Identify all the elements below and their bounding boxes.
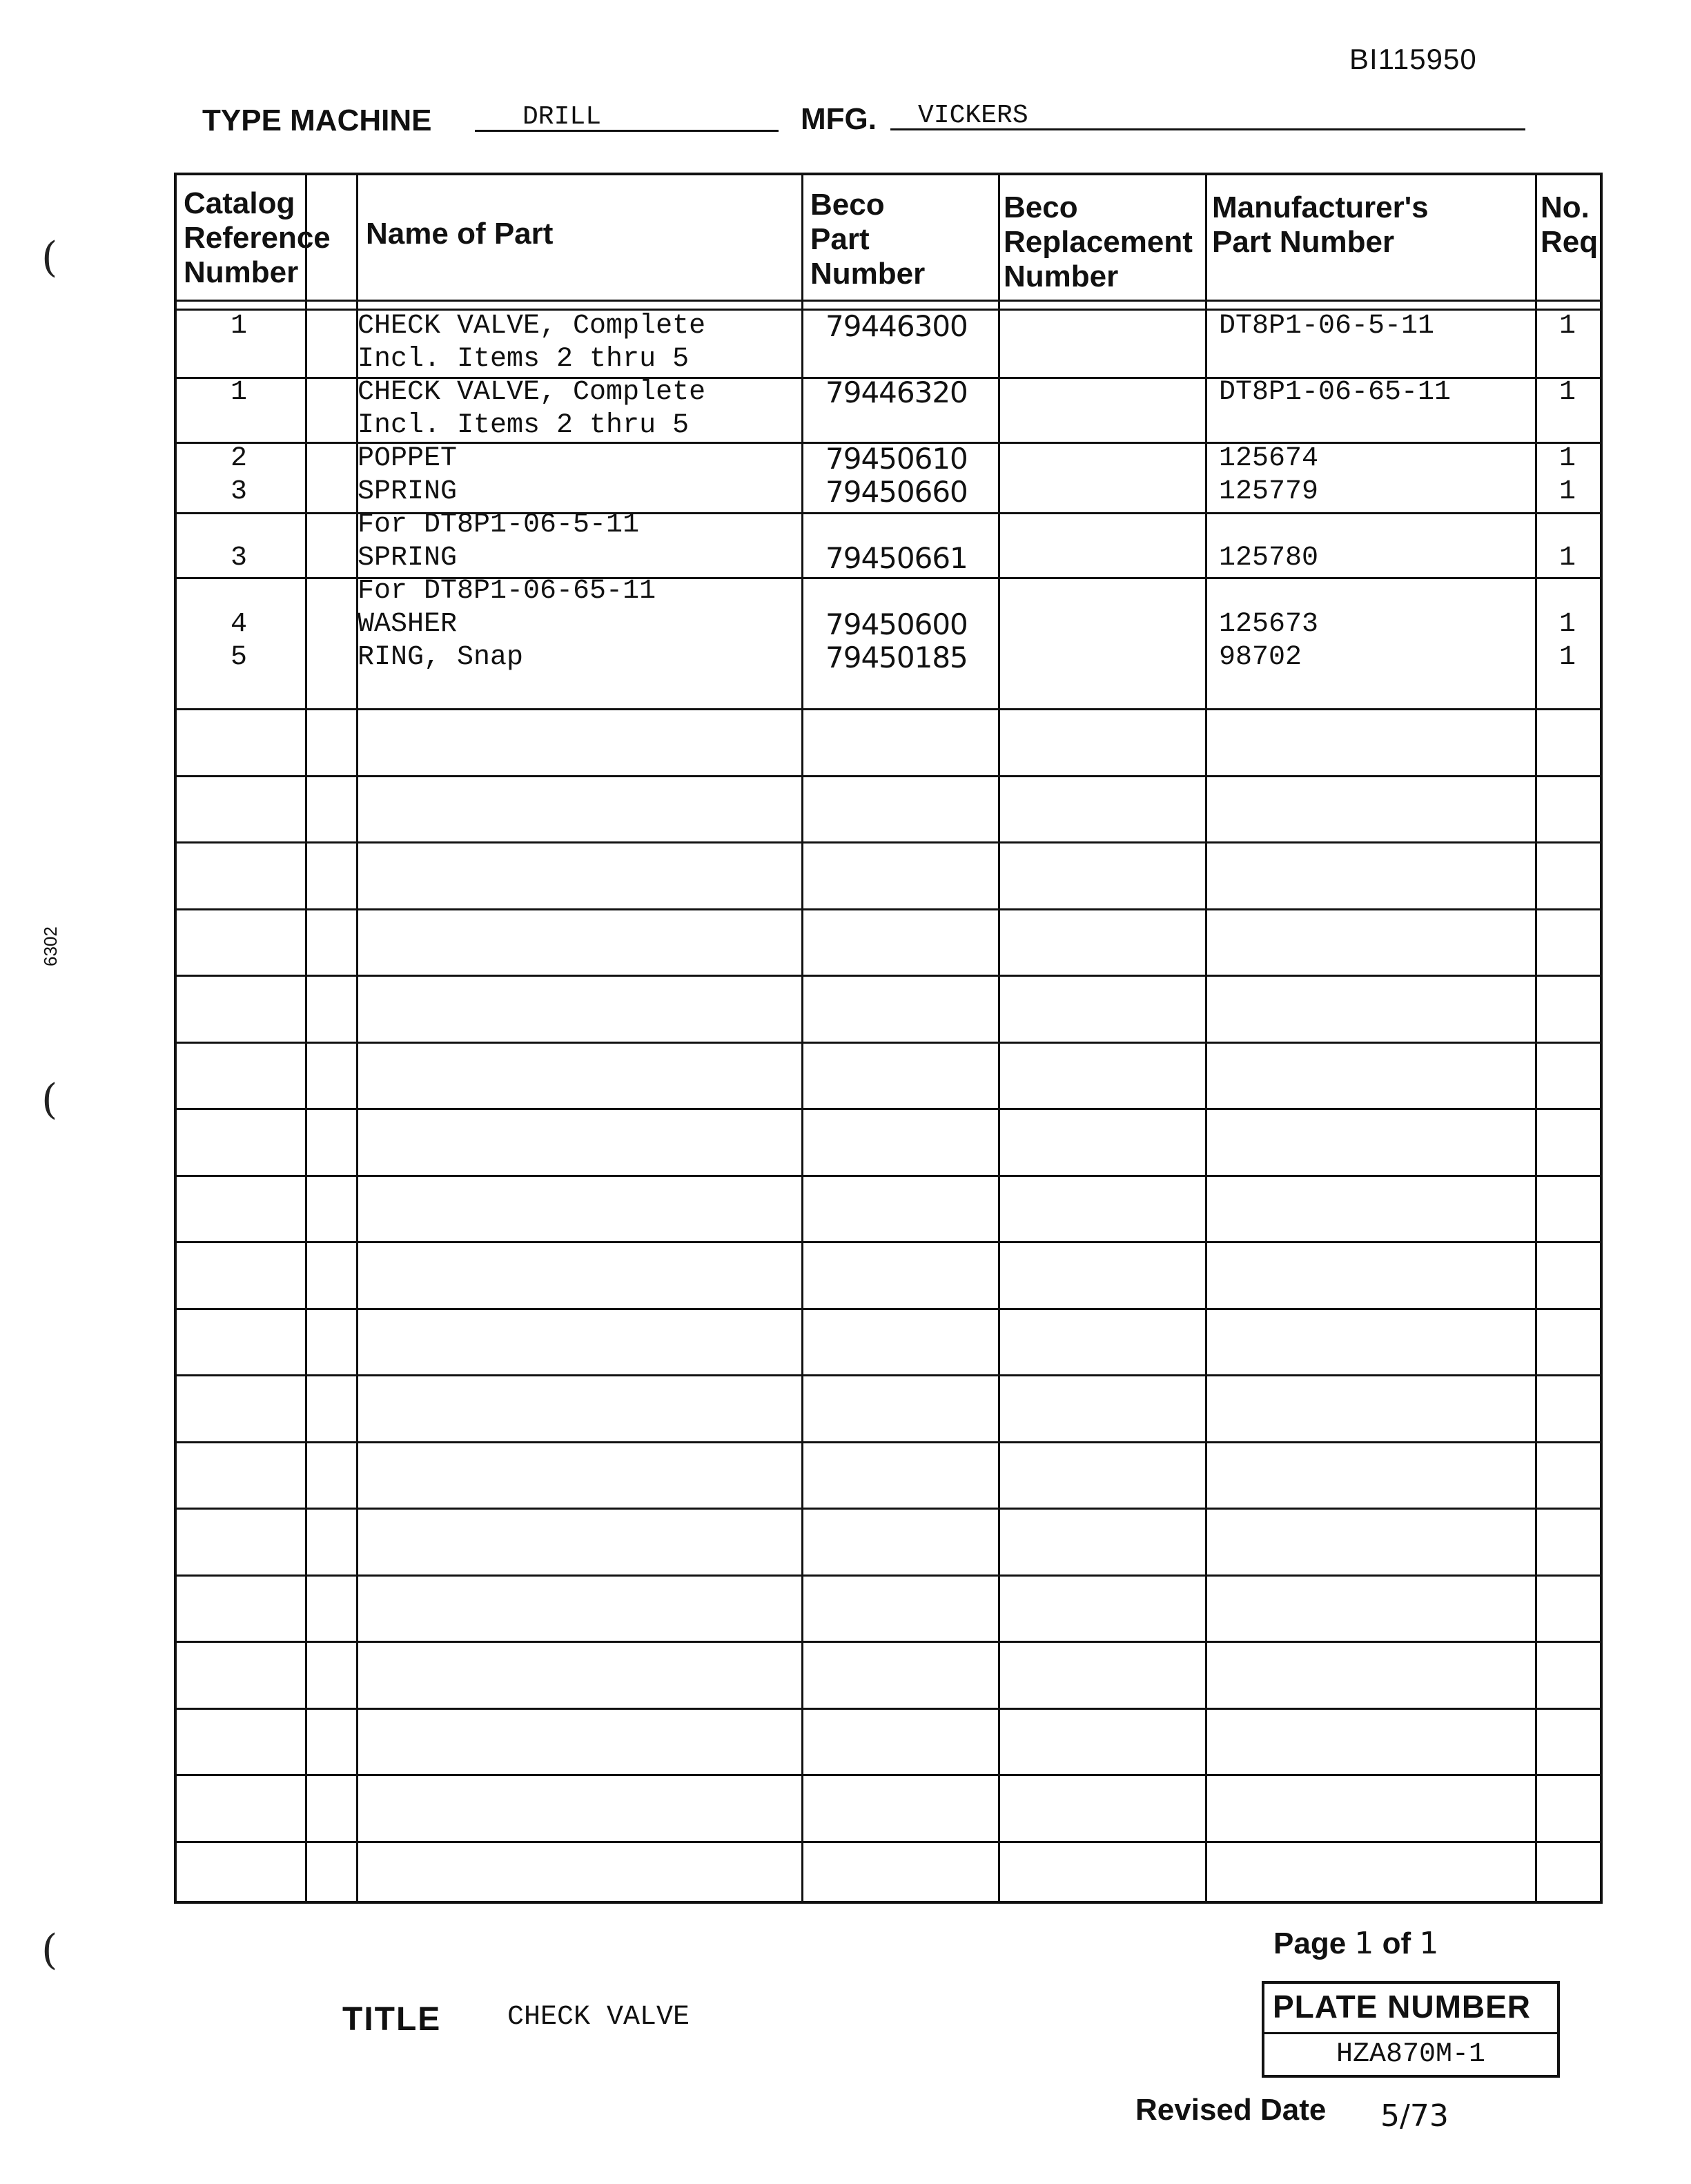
cell-name: For DT8P1-06-65-11 — [358, 576, 656, 607]
side-code: 6302 — [40, 926, 61, 966]
row-rule — [177, 1508, 1600, 1510]
row-rule — [177, 1175, 1600, 1177]
cell-mfr: DT8P1-06-5-11 — [1219, 311, 1435, 342]
revised-date-label: Revised Date — [1135, 2093, 1327, 2127]
page-indicator — [1273, 1926, 1438, 1961]
cell-mfr: DT8P1-06-65-11 — [1219, 377, 1451, 408]
cell-mfr: 125780 — [1219, 543, 1319, 574]
row-rule — [177, 1574, 1600, 1577]
row-rule — [177, 1641, 1600, 1643]
cell-mfr: 125779 — [1219, 476, 1319, 507]
plate-number-value: HZA870M-1 — [1336, 2039, 1486, 2070]
row-rule — [177, 1374, 1600, 1376]
col-header-no-req: No. Req — [1541, 191, 1599, 259]
cell-name: POPPET — [358, 443, 458, 474]
cell-ref: 3 — [230, 543, 247, 574]
cell-beco: 79450661 — [825, 541, 968, 575]
cell-ref: 4 — [230, 609, 247, 640]
type-machine-label: TYPE MACHINE — [202, 104, 432, 137]
col-header-beco-replacement: Beco Replacement Number — [1004, 191, 1193, 293]
cell-name: SPRING — [358, 476, 458, 507]
cell-name: Incl. Items 2 thru 5 — [358, 344, 690, 375]
mfg-value: VICKERS — [918, 101, 1028, 130]
cell-req: 1 — [1558, 609, 1576, 640]
page-of-text: of — [1382, 1927, 1411, 1960]
mfg-underline — [890, 128, 1525, 130]
row-rule — [177, 975, 1600, 977]
revised-date-value: 5/73 — [1380, 2098, 1449, 2134]
row-rule — [177, 1108, 1600, 1110]
row-rule — [177, 1441, 1600, 1443]
cell-beco: 79450600 — [825, 607, 968, 641]
cell-name: RING, Snap — [358, 642, 524, 673]
row-rule — [177, 1308, 1600, 1310]
title-label: TITLE — [342, 2001, 442, 2038]
row-rule — [177, 1042, 1600, 1044]
page-total: 1 — [1419, 1926, 1439, 1961]
cell-beco: 79450660 — [825, 475, 968, 509]
cell-name: CHECK VALVE, Complete — [358, 311, 706, 342]
mfg-label: MFG. — [801, 102, 877, 136]
cell-beco: 79450185 — [825, 641, 968, 674]
cell-beco: 79450610 — [825, 442, 968, 476]
parts-table — [174, 173, 1603, 1904]
row-rule — [177, 708, 1600, 710]
col-header-beco-part: Beco Part Number — [810, 188, 926, 291]
cell-req: 1 — [1558, 311, 1576, 342]
row-rule — [177, 1241, 1600, 1243]
page-current: 1 — [1354, 1926, 1374, 1961]
row-rule — [177, 908, 1600, 910]
type-machine-value: DRILL — [522, 102, 602, 132]
cell-req: 1 — [1558, 642, 1576, 673]
row-rule — [177, 841, 1600, 844]
header-rule — [177, 300, 1600, 302]
margin-paren-bottom: ( — [41, 1926, 58, 1974]
row-rule — [177, 1841, 1600, 1843]
plate-number-label: PLATE NUMBER — [1273, 1989, 1532, 2025]
col-header-name-of-part: Name of Part — [366, 217, 554, 251]
cell-mfr: 125674 — [1219, 443, 1319, 474]
cell-req: 1 — [1558, 476, 1576, 507]
cell-name: WASHER — [358, 609, 458, 640]
row-rule — [177, 1774, 1600, 1776]
cell-req: 1 — [1558, 377, 1576, 408]
page-label-text: Page — [1273, 1927, 1347, 1960]
cell-name: SPRING — [358, 543, 458, 574]
cell-ref: 1 — [230, 377, 247, 408]
cell-mfr: 98702 — [1219, 642, 1302, 673]
cell-name: For DT8P1-06-5-11 — [358, 509, 640, 540]
document-id: BI115950 — [1349, 43, 1477, 75]
cell-req: 1 — [1558, 543, 1576, 574]
cell-name: Incl. Items 2 thru 5 — [358, 410, 690, 441]
cell-name: CHECK VALVE, Complete — [358, 377, 706, 408]
cell-mfr: 125673 — [1219, 609, 1319, 640]
row-rule — [177, 775, 1600, 777]
cell-ref: 2 — [230, 443, 247, 474]
row-rule — [177, 1708, 1600, 1710]
margin-paren-middle: ( — [41, 1075, 58, 1124]
col-header-catalog-ref: Catalog Reference Number — [184, 186, 331, 289]
cell-beco: 79446300 — [825, 309, 968, 343]
margin-paren-top: ( — [41, 233, 58, 282]
col-header-mfr-part: Manufacturer's Part Number — [1212, 191, 1429, 259]
title-value: CHECK VALVE — [507, 2002, 690, 2033]
cell-req: 1 — [1558, 443, 1576, 474]
plate-number-box — [1262, 1981, 1560, 2078]
cell-ref: 5 — [230, 642, 247, 673]
type-machine-underline — [475, 130, 779, 132]
cell-ref: 1 — [230, 311, 247, 342]
plate-divider — [1264, 2032, 1557, 2034]
cell-ref: 3 — [230, 476, 247, 507]
cell-beco: 79446320 — [825, 376, 968, 409]
